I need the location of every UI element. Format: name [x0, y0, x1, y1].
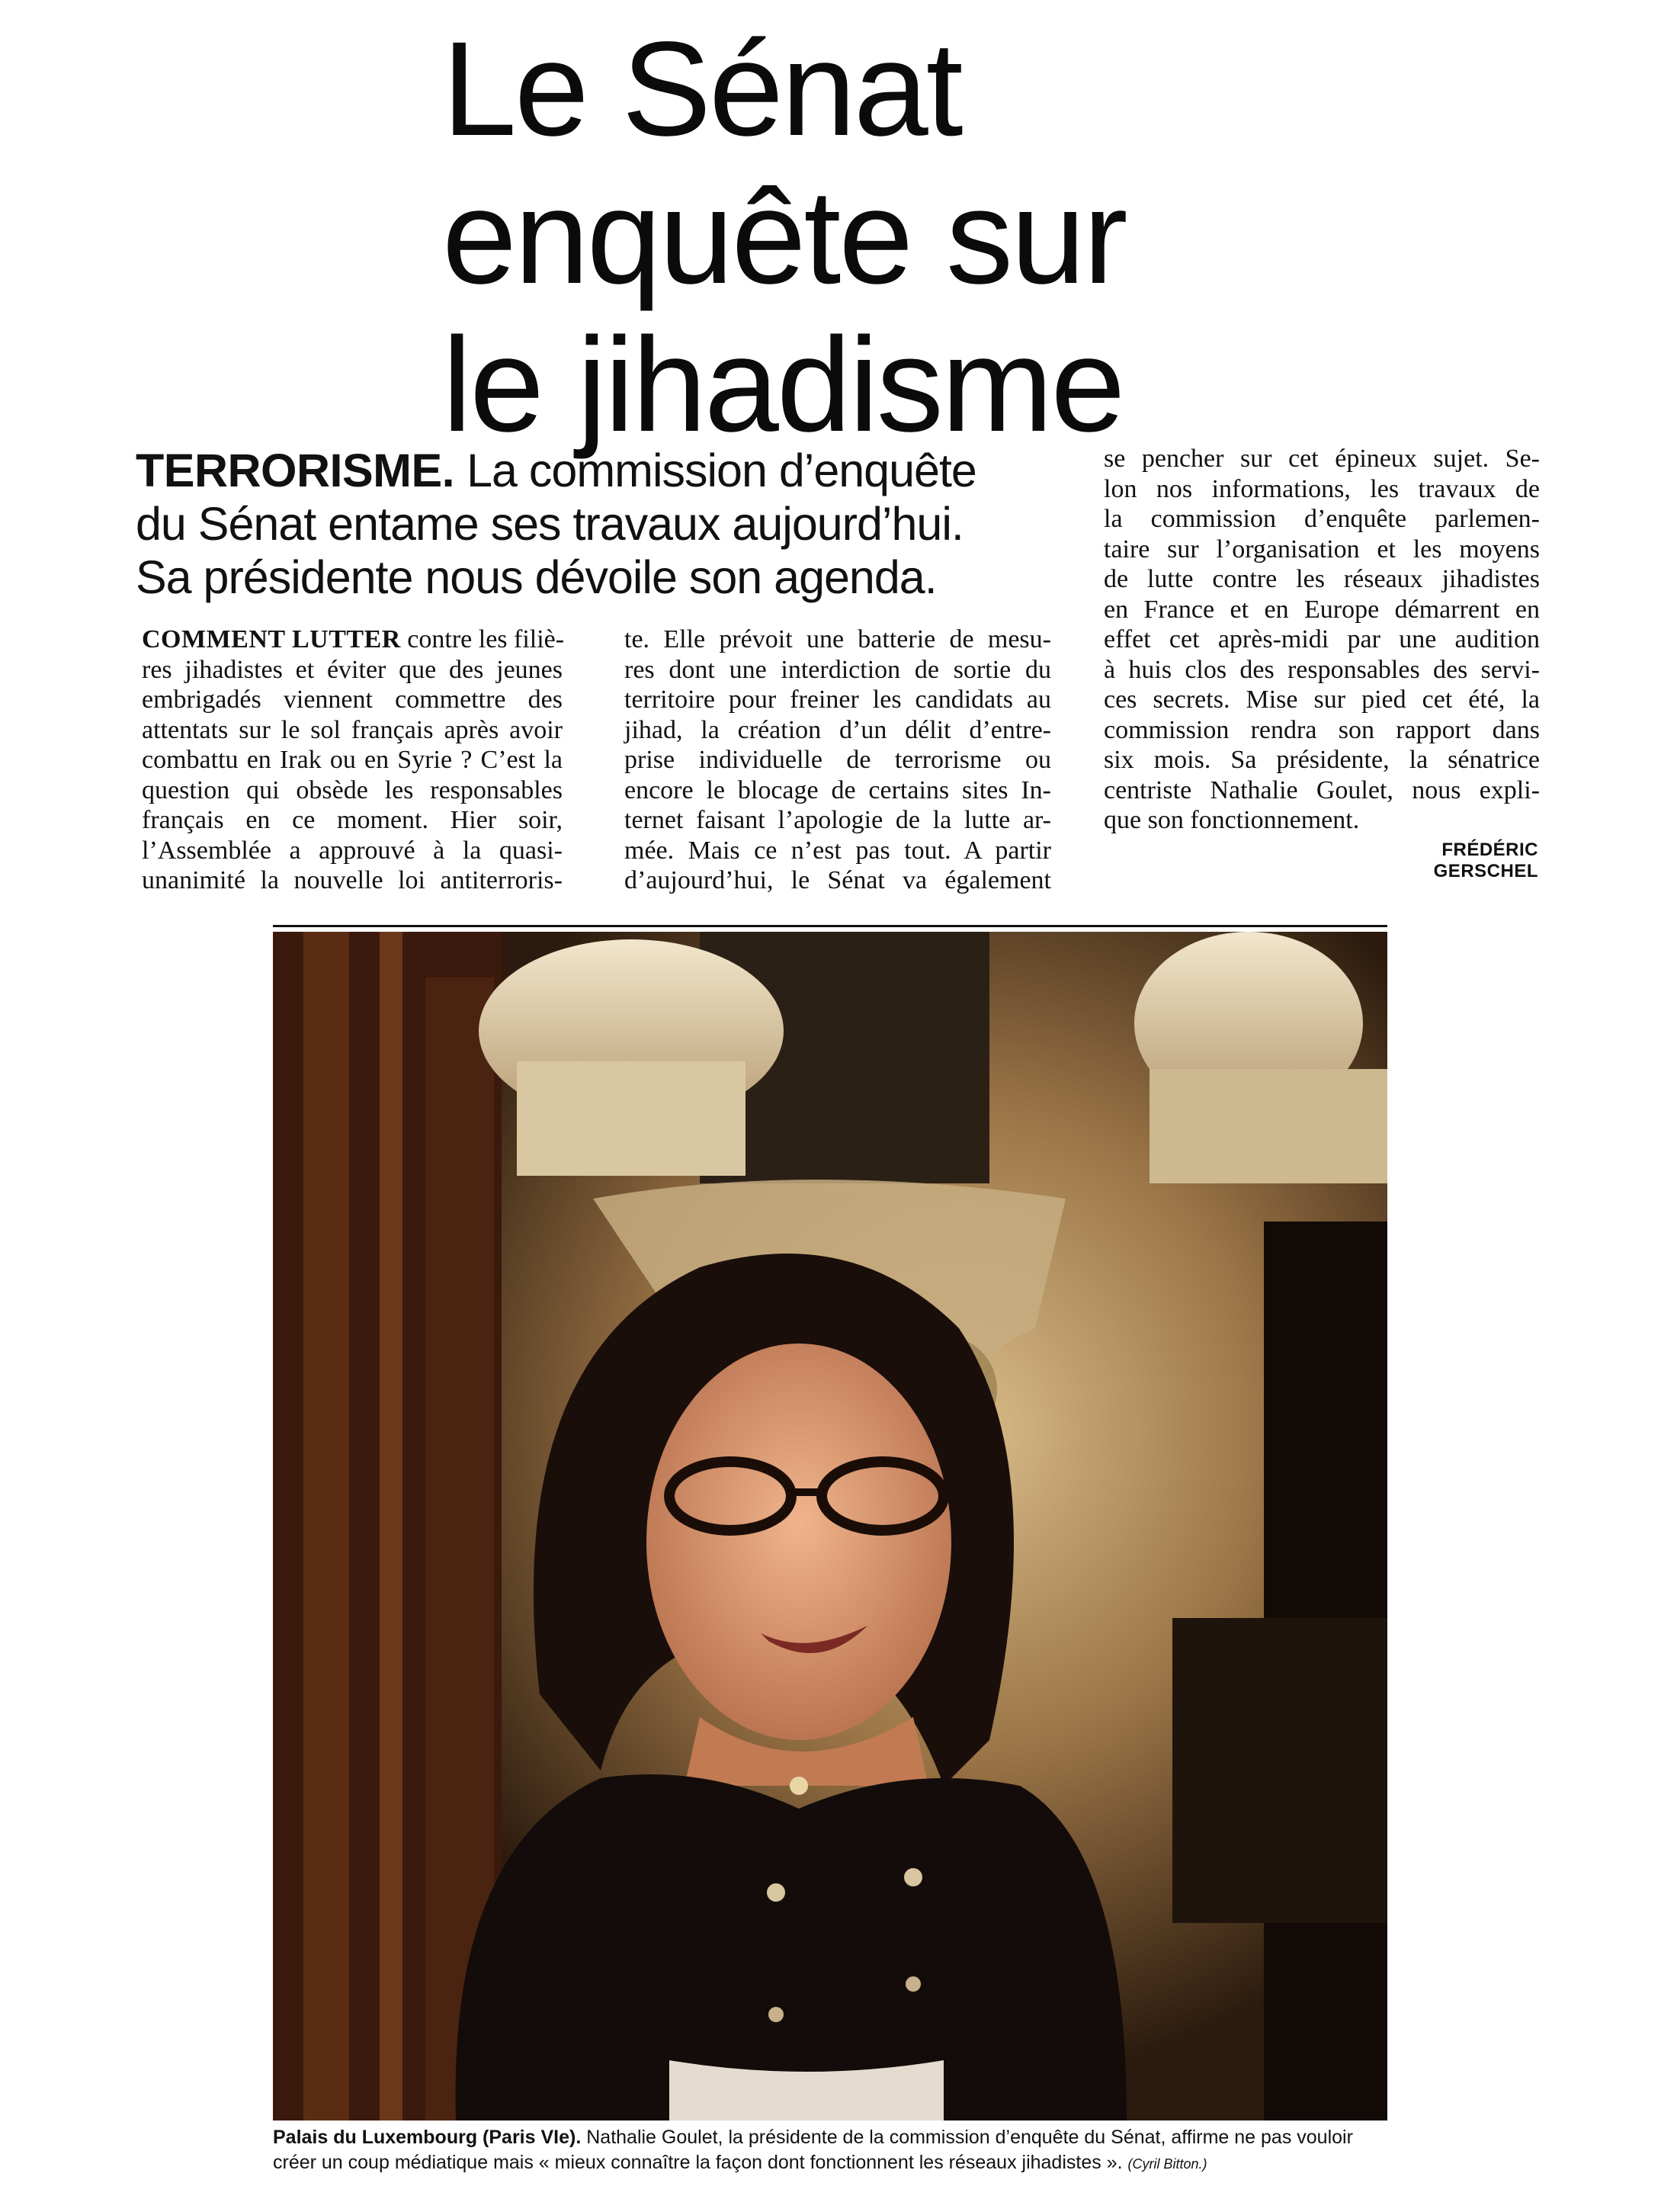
column-line: attentats sur le sol français après avoir — [142, 715, 563, 744]
column-line: ternet faisant l’apologie de la lutte ar- — [624, 806, 1051, 834]
column-line: lon nos informations, les travaux de — [1104, 474, 1540, 503]
photo-top-rule — [273, 925, 1387, 927]
column-line: à huis clos des responsables des servi- — [1104, 655, 1540, 684]
photo-portrait — [273, 932, 1387, 2121]
caption-text: Nathalie Goulet, la présidente de la commission d’enquête du Sénat, affirme ne pas vouloir créer un coup médiatique mais « mieux connaître la façon dont fonctionnent les réseaux jihadistes ». — [273, 2127, 1353, 2173]
column-line: que son fonctionnement. — [1104, 806, 1360, 834]
column-line: unanimité la nouvelle loi antiterroris- — [142, 866, 563, 894]
column-line: d’aujourd’hui, le Sénat va également — [624, 866, 1051, 894]
column-line: encore le blocage de certains sites In- — [624, 775, 1051, 804]
column-line: de lutte contre les réseaux jihadistes — [1104, 565, 1540, 593]
column-line: se pencher sur cet épineux sujet. Se- — [1104, 445, 1540, 473]
column-line: prise individuelle de terrorisme ou — [624, 746, 1051, 774]
article-column-3 — [1104, 444, 1540, 836]
column-line: français en ce moment. Hier soir, — [142, 806, 563, 834]
subhead-kicker: TERRORISME. — [136, 445, 455, 496]
headline — [442, 15, 1395, 459]
article-lead: COMMENT LUTTER — [142, 625, 401, 653]
column-line: taire sur l’organisation et les moyens — [1104, 535, 1540, 563]
subhead-line-2: du Sénat entame ses travaux aujourd’hui. — [136, 498, 964, 550]
column-line: en France et en Europe démarrent en — [1104, 595, 1540, 624]
column-line: l’Assemblée a approuvé à la quasi- — [142, 836, 563, 865]
subhead-line-3: Sa présidente nous dévoile son agenda. — [136, 551, 937, 603]
article-column-1 — [142, 624, 563, 896]
column-line — [142, 624, 563, 655]
column-line: ces secrets. Mise sur pied cet été, la — [1104, 685, 1540, 714]
column-line: combattu en Irak ou en Syrie ? C’est la — [142, 746, 563, 774]
column-line: territoire pour freiner les candidats au — [624, 685, 1051, 714]
column-line: res jihadistes et éviter que des jeunes — [142, 655, 563, 684]
column-line: six mois. Sa présidente, la sénatrice — [1104, 746, 1540, 774]
photo-caption — [273, 2125, 1393, 2177]
subhead-line-1 — [136, 444, 1043, 497]
subhead-text-1: La commission d’enquête — [467, 445, 976, 496]
headline-line-3: le jihadisme — [442, 310, 1124, 460]
column-line: centriste Nathalie Goulet, nous expli- — [1104, 775, 1540, 804]
byline: FRÉDÉRIC GERSCHEL — [1433, 840, 1538, 881]
column-line: la commission d’enquête parlemen- — [1104, 505, 1540, 533]
column-line: mée. Mais ce n’est pas tout. A partir — [624, 836, 1051, 865]
column-line: commission rendra son rapport dans — [1104, 715, 1540, 744]
headline-line-2: enquête sur — [442, 162, 1126, 312]
column-line: te. Elle prévoit une batterie de mesu- — [624, 625, 1051, 653]
photo-credit: (Cyril Bitton.) — [1127, 2156, 1207, 2172]
column-line: embrigadés viennent commettre des — [142, 685, 563, 714]
column-line: jihad, la création d’un délit d’entre- — [624, 715, 1051, 744]
caption-label: Palais du Luxembourg (Paris VIe). — [273, 2127, 582, 2148]
article-column-2 — [624, 624, 1051, 896]
headline-line-1: Le Sénat — [442, 14, 961, 164]
article-first-line: contre les filiè- — [407, 625, 565, 653]
subhead — [136, 444, 1043, 604]
column-line: effet cet après-midi par une audition — [1104, 625, 1540, 653]
column-line: res dont une interdiction de sortie du — [624, 655, 1051, 684]
column-line: question qui obsède les responsables — [142, 775, 563, 804]
